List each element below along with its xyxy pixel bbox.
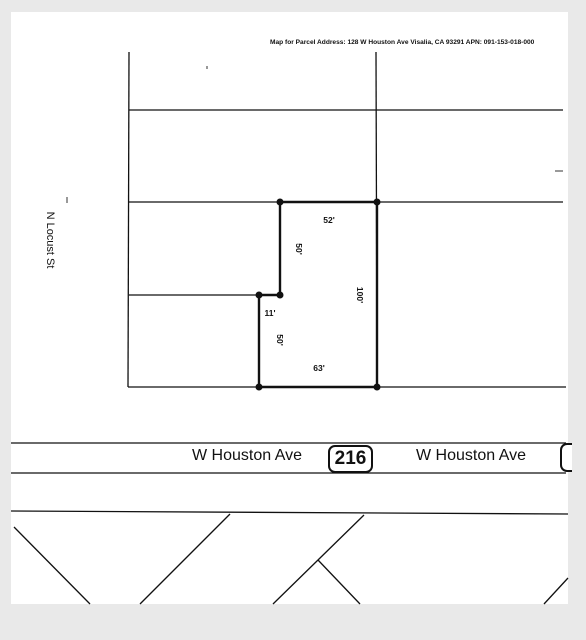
- vertex-dot: [256, 384, 263, 391]
- diagonal-2: [140, 514, 230, 604]
- diagonal-3: [273, 515, 364, 604]
- dimension-lower-height: 50': [275, 334, 285, 346]
- street-label-houston-left: W Houston Ave: [192, 447, 302, 464]
- street-label-houston-right: W Houston Ave: [416, 447, 526, 464]
- dimension-notch-height: 50': [294, 243, 304, 255]
- street-label-n-locust: N Locust St: [44, 211, 56, 269]
- dimension-right-depth: 100': [355, 286, 365, 304]
- route-number: 216: [334, 448, 367, 469]
- route-shield-partial: [560, 443, 572, 472]
- dimension-bottom-width: 63': [313, 363, 325, 373]
- vertex-dot: [256, 292, 263, 299]
- map-header: Map for Parcel Address: 128 W Houston Ave Visalia, CA 93291 APN: 091-153-018-000: [270, 39, 535, 46]
- block-line-left: [128, 52, 129, 387]
- diagonal-1: [14, 527, 90, 604]
- route-shield: [328, 445, 373, 473]
- vertex-dot: [374, 199, 381, 206]
- vertex-dot: [277, 199, 284, 206]
- dimension-notch-width: 11': [264, 308, 276, 318]
- street-line-far: [11, 511, 568, 514]
- dimension-top-width: 52': [323, 215, 335, 225]
- diagonal-5: [544, 578, 568, 604]
- vertex-dot: [277, 292, 284, 299]
- vertex-dot: [374, 384, 381, 391]
- diagonal-4: [318, 560, 360, 604]
